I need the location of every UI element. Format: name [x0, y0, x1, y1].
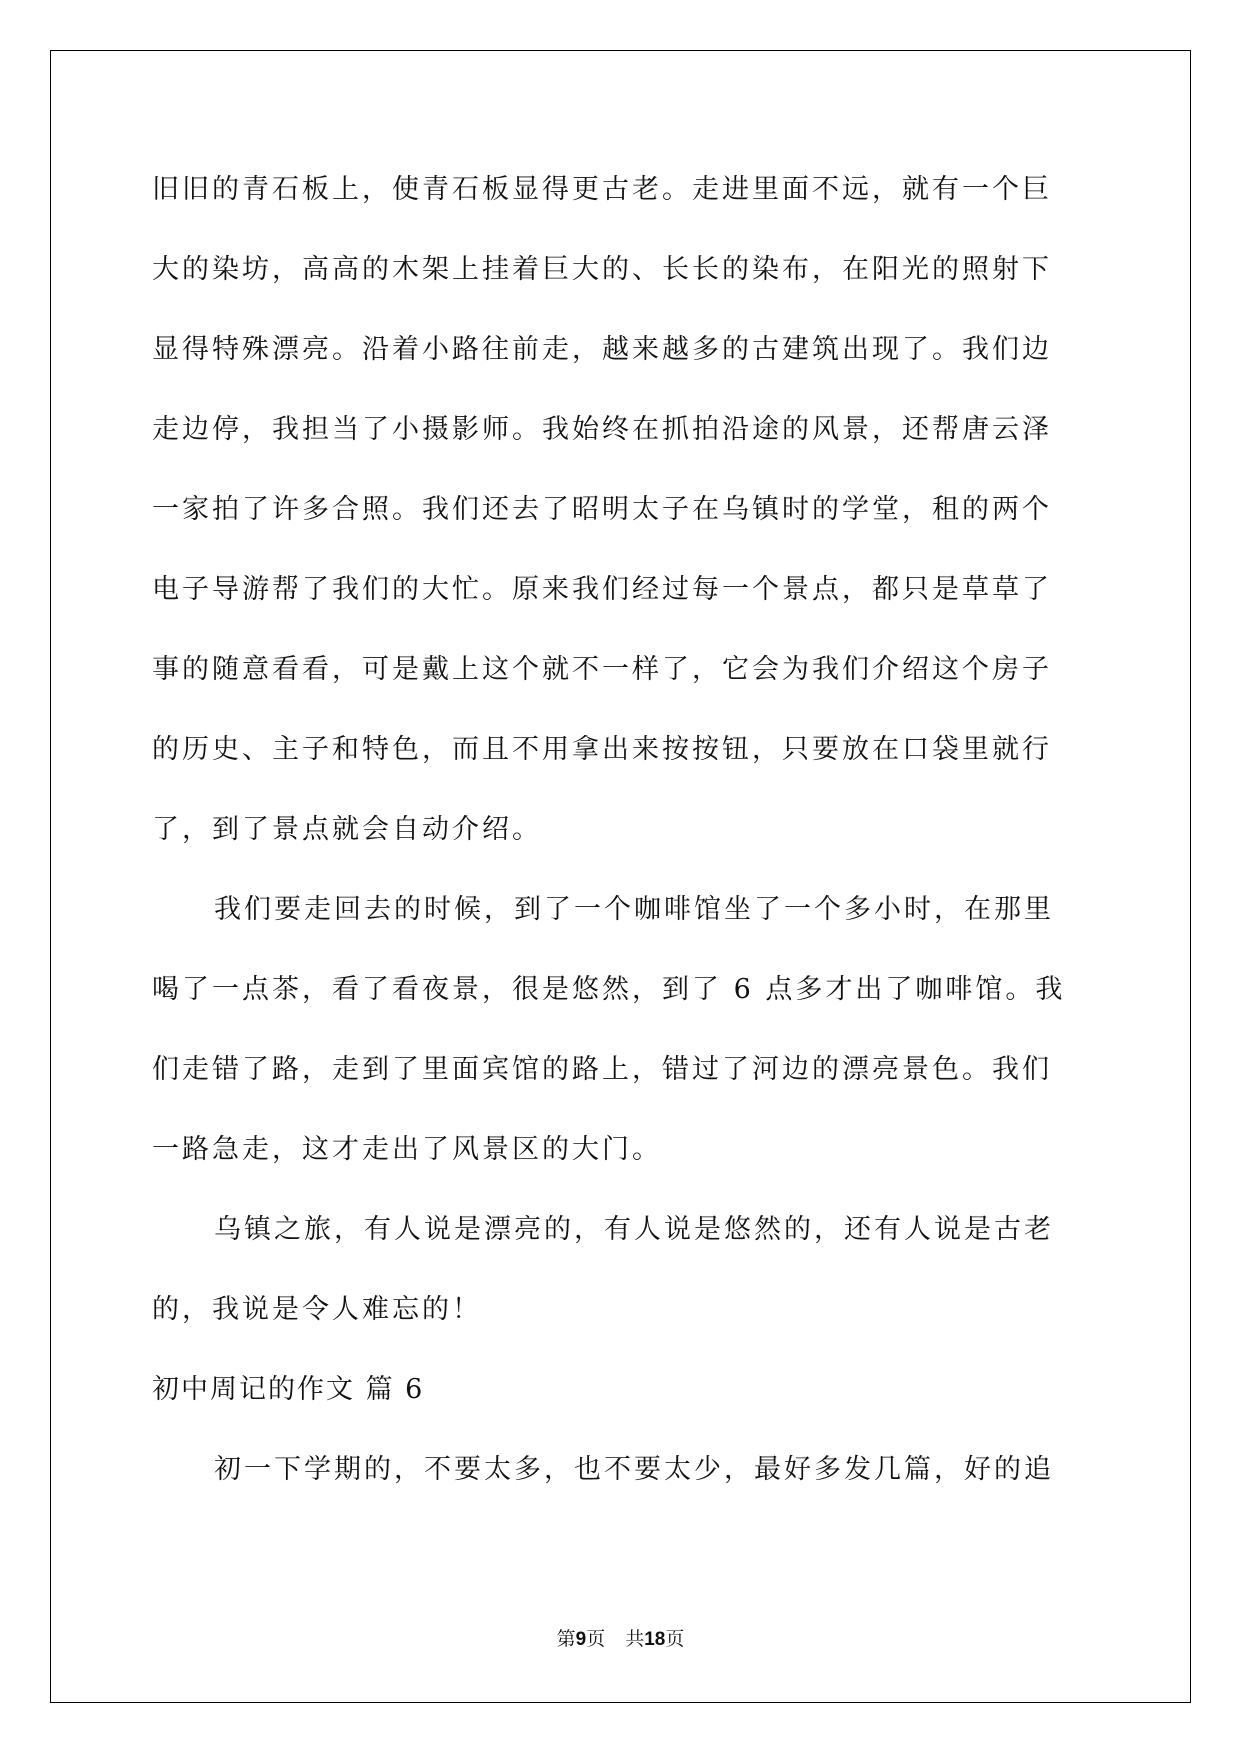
text-line: 喝了一点茶，看了看夜景，很是悠然，到了 6 点多才出了咖啡馆。我 [152, 974, 1066, 1005]
total-label-suffix: 页 [665, 1628, 685, 1650]
text-line: 事的随意看看，可是戴上这个就不一样了，它会为我们介绍这个房子 [152, 654, 1052, 685]
text-line: 电子导游帮了我们的大忙。原来我们经过每一个景点，都只是草草了 [152, 574, 1052, 605]
text-line: 旧旧的青石板上，使青石板显得更古老。走进里面不远，就有一个巨 [152, 174, 1052, 205]
text-line: 的历史、主子和特色，而且不用拿出来按按钮，只要放在口袋里就行 [152, 734, 1052, 765]
text-line: 一家拍了许多合照。我们还去了昭明太子在乌镇时的学堂，租的两个 [152, 494, 1052, 525]
page-label-prefix: 第 [556, 1628, 576, 1650]
text-line: 了，到了景点就会自动介绍。 [152, 814, 542, 845]
text-line: 们走错了路，走到了里面宾馆的路上，错过了河边的漂亮景色。我们 [152, 1054, 1052, 1085]
page-number: 9 [575, 1629, 587, 1650]
text-line: 走边停，我担当了小摄影师。我始终在抓拍沿途的风景，还帮唐云泽 [152, 414, 1052, 445]
text-line: 显得特殊漂亮。沿着小路往前走，越来越多的古建筑出现了。我们边 [152, 334, 1052, 365]
page-label-suffix: 页 [586, 1628, 606, 1650]
page-footer [0, 1624, 1241, 1651]
section-heading: 初中周记的作文 篇 6 [152, 1374, 425, 1405]
total-label-prefix: 共 [625, 1628, 645, 1650]
text-line: 一路急走，这才走出了风景区的大门。 [152, 1134, 662, 1165]
total-pages: 18 [644, 1629, 666, 1650]
text-line: 的，我说是令人难忘的！ [152, 1294, 482, 1325]
document-body [152, 150, 1090, 1510]
paragraph-start-line: 初一下学期的，不要太多，也不要太少，最好多发几篇，好的追 [214, 1454, 1054, 1485]
paragraph-start-line: 我们要走回去的时候，到了一个咖啡馆坐了一个多小时，在那里 [214, 894, 1054, 925]
paragraph-start-line: 乌镇之旅，有人说是漂亮的，有人说是悠然的，还有人说是古老 [214, 1214, 1054, 1245]
text-line: 大的染坊，高高的木架上挂着巨大的、长长的染布，在阳光的照射下 [152, 254, 1052, 285]
